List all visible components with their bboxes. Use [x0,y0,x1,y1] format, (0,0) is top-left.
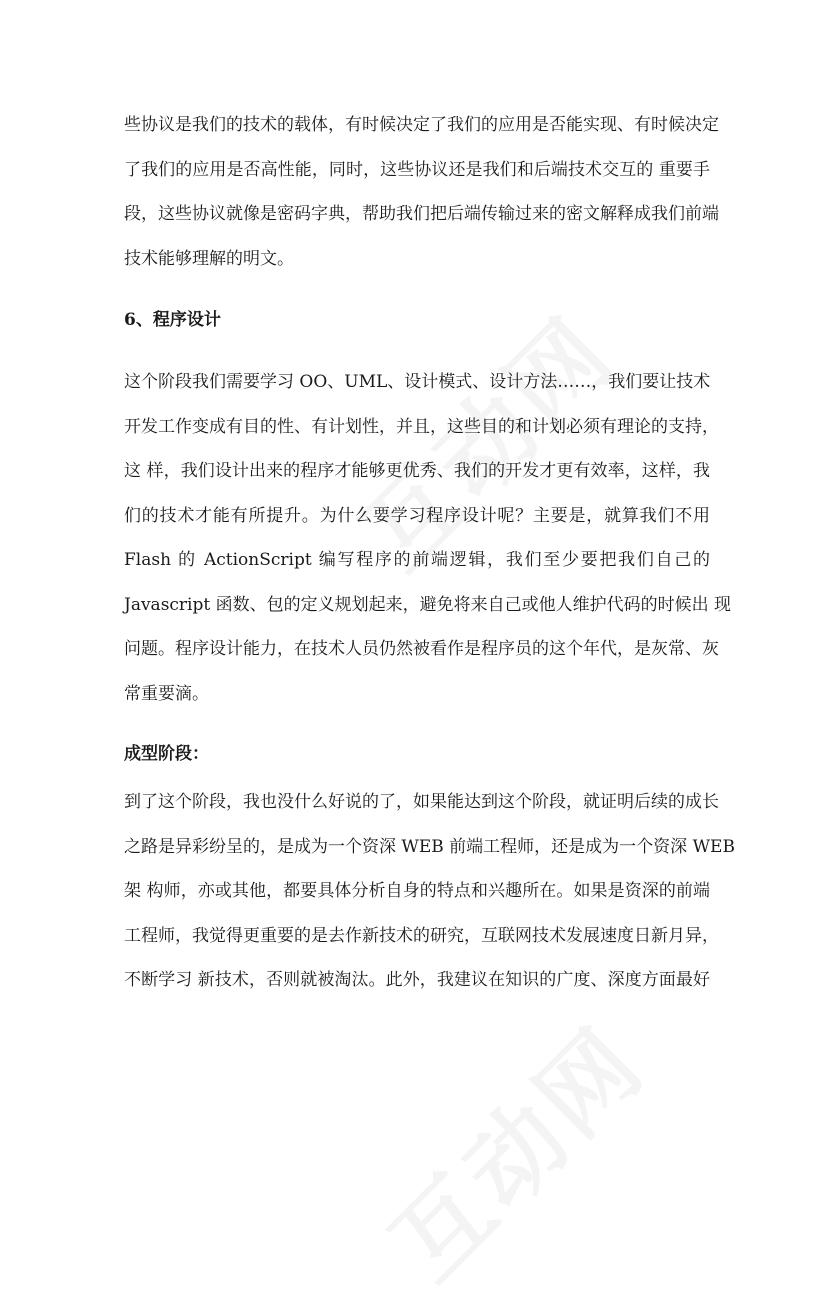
text-line: 架 构师，亦或其他，都要具体分析自身的特点和兴趣所在。如果是资深的前端 [124,881,710,901]
text-line: 这 样，我们设计出来的程序才能够更优秀、我们的开发才更有效率，这样，我 [124,461,710,481]
paragraph-protocols [124,103,719,281]
watermark [356,992,669,1305]
paragraph-maturity-stage [124,780,735,1003]
text-line: 开发工作变成有目的性、有计划性，并且，这些目的和计划必须有理论的支持， [124,416,719,437]
section-heading-program-design: 6、程序设计 [124,310,221,330]
text-line: 到了这个阶段，我也没什么好说的了，如果能达到这个阶段，就证明后续的成长 [124,792,719,812]
text-line: 些协议是我们的技术的载体，有时候决定了我们的应用是否能实现、有时候决定 [124,115,719,135]
text-line: 段，这些协议就像是密码字典，帮助我们把后端传输过来的密文解释成我们前端 [124,204,719,224]
paragraph-program-design [124,360,732,716]
text-line: 了我们的应用是否高性能，同时，这些协议还是我们和后端技术交互的 重要手 [124,159,710,180]
text-line: Javascript 函数、包的定义规划起来，避免将来自己或他人维护代码的时候出 现 [124,594,732,615]
section-heading-maturity-stage: 成型阶段： [124,744,209,764]
text-line: 常重要滴。 [124,683,209,704]
text-line: 问题。程序设计能力，在技术人员仍然被看作是程序员的这个年代，是灰常、灰 [124,639,719,659]
text-line: 这个阶段我们需要学习 OO、UML、设计模式、设计方法……，我们要让技术 [124,372,711,392]
text-line: 之路是异彩纷呈的，是成为一个资深 WEB 前端工程师，还是成为一个资深 WEB [124,836,735,857]
text-line: Flash 的 ActionScript 编写程序的前端逻辑，我们至少要把我们自己的 [124,550,710,570]
text-line: 技术能够理解的明文。 [124,248,294,269]
text-line: 工程师，我觉得更重要的是去作新技术的研究，互联网技术发展速度日新月异， [124,925,719,946]
text-line: 不断学习 新技术，否则就被淘汰。此外，我建议在知识的广度、深度方面最好 [124,970,710,990]
text-line: 们的技术才能有所提升。为什么要学习程序设计呢？主要是，就算我们不用 [124,505,710,526]
